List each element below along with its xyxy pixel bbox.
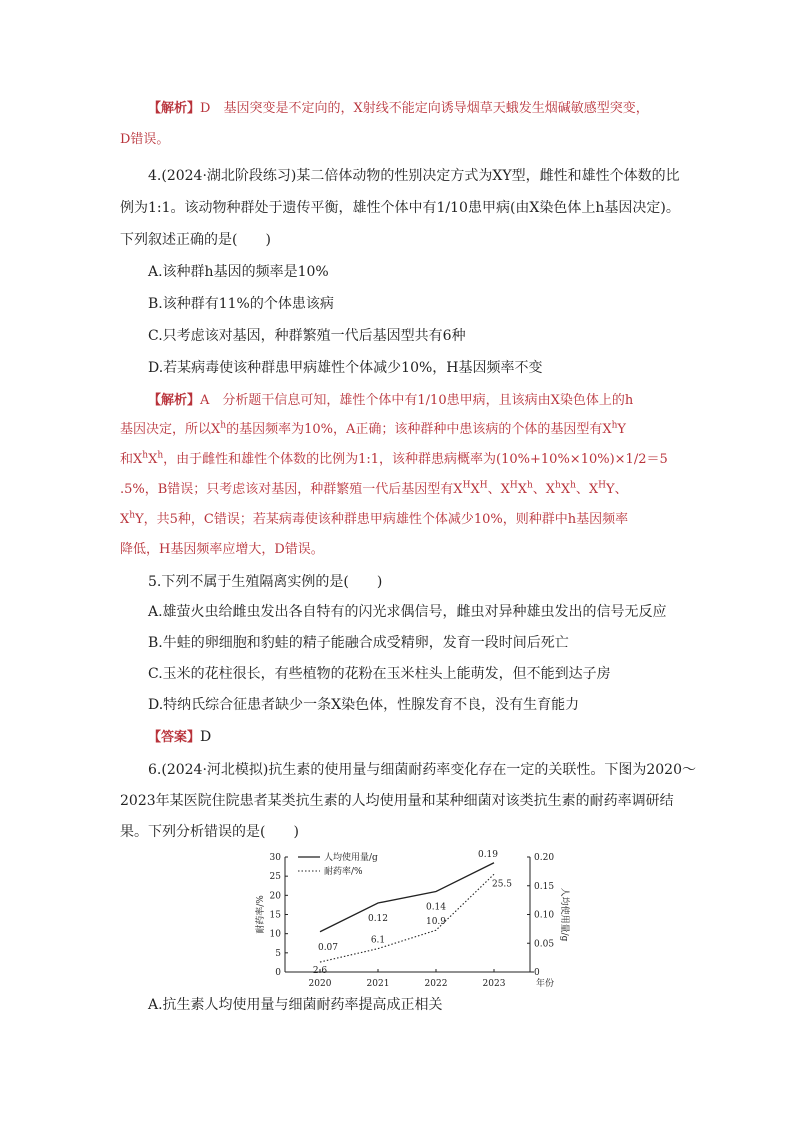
q4-stem-2: 例为1:1。该动物种群处于遗传平衡，雄性个体中有1/10患甲病(由X染色体上h基因决定)。 (120, 200, 680, 216)
q4-stem-3: 下列叙述正确的是( ) (120, 232, 271, 248)
right-tick-label: 0.10 (534, 910, 555, 921)
a4-line-2: 基因决定，所以$X^h$的基因频率为10%，A正确；该种群种中患该病的个体的基因型有$X^hY$ (120, 420, 626, 437)
antibiotic-resistance-chart (250, 845, 570, 995)
q5-option-a: A.雄萤火虫给雌虫发出各自特有的闪光求偶信号，雌虫对异种雄虫发出的信号无反应 (148, 604, 667, 620)
q5-option-d: D.特纳氏综合征患者缺少一条X染色体，性腺发育不良，没有生育能力 (148, 697, 580, 713)
right-axis-label: 人均使用量/g (559, 887, 569, 942)
analysis-text: D 基因突变是不定向的，X射线不能定向诱导烟草天蛾发生烟碱敏感型突变， (200, 101, 649, 116)
x-tick-label: 2023 (482, 979, 506, 989)
answer-value: D (200, 729, 212, 745)
analysis-label: 【解析】 (148, 393, 201, 408)
q5-answer (148, 727, 211, 748)
x-axis-label: 年份 (536, 979, 555, 989)
q5-stem: 5.下列不属于生殖隔离实例的是( ) (148, 574, 383, 590)
q4-option-d: D.若某病毒使该种群患甲病雄性个体减少10%，H基因频率不变 (148, 360, 543, 376)
q4-stem-1: 4.(2024·湖北阶段练习)某二倍体动物的性别决定方式为XY型，雌性和雄性个体数的比 (148, 168, 680, 184)
a4-line-5: $X^hY$，共5种，C错误；若某病毒使该种群患甲病雄性个体减少10%，则种群中h基因频率 (120, 510, 629, 527)
left-tick-label: 20 (269, 891, 281, 902)
q5-option-c: C.玉米的花柱很长，有些植物的花粉在玉米柱头上能萌发，但不能到达子房 (148, 666, 611, 682)
left-tick-label: 0 (275, 968, 281, 978)
a4-line-6: 降低，H基因频率应增大，D错误。 (120, 542, 324, 557)
left-tick-label: 25 (269, 872, 281, 883)
analysis-line (148, 98, 649, 119)
q5-option-b: B.牛蛙的卵细胞和豹蛙的精子能融合成受精卵，发育一段时间后死亡 (148, 635, 569, 651)
left-tick-label: 30 (269, 853, 281, 863)
legend-usage-label: 人均使用量/g (324, 853, 378, 863)
usage-data-label: 0.19 (477, 849, 499, 860)
resistance-data-label: 2.6 (312, 966, 328, 977)
analysis-label: 【解析】 (148, 101, 201, 116)
usage-data-label: 0.07 (317, 942, 339, 953)
left-tick-label: 5 (275, 948, 281, 959)
analysis-text-2: D错误。 (120, 132, 170, 147)
q4-option-c: C.只考虑该对基因，种群繁殖一代后基因型共有6种 (148, 328, 466, 344)
q6-option-a: A.抗生素人均使用量与细菌耐药率提高成正相关 (148, 997, 443, 1013)
right-tick-label: 0.15 (534, 881, 555, 892)
resistance-data-label: 10.9 (425, 917, 447, 928)
answer-label: 【答案】 (148, 730, 201, 745)
legend-resistance-label: 耐药率/% (324, 867, 363, 877)
usage-data-label: 0.12 (367, 914, 389, 924)
a4-line-1: 【解析】A 分析题干信息可知，雄性个体中有1/10患甲病，且该病由X染色体上的h (148, 393, 634, 408)
left-tick-label: 15 (269, 910, 281, 921)
right-tick-label: 0 (534, 968, 540, 978)
q6-stem-3: 果。下列分析错误的是( ) (120, 824, 299, 840)
x-tick-label: 2021 (366, 979, 390, 989)
a4-line-3: 和$X^hX^h$，由于雌性和雄性个体数的比例为1:1，该种群患病概率为(10%+10%×10%)×1/2＝5 (120, 450, 668, 467)
q4-option-b: B.该种群有11%的个体患该病 (148, 296, 334, 312)
q4-option-a: A.该种群h基因的频率是10% (148, 264, 329, 280)
a4-line-4: .5%，B错误；只考虑该对基因，种群繁殖一代后基因型有$X^HX^H$、$X^HX^h$、$X^hX^h$、$X^HY$、 (120, 480, 628, 497)
resistance-data-label: 6.1 (370, 935, 386, 946)
right-tick-label: 0.05 (534, 939, 555, 950)
usage-data-label: 0.14 (425, 902, 447, 913)
right-tick-label: 0.20 (534, 853, 555, 863)
x-tick-label: 2022 (424, 979, 448, 989)
q6-stem-1: 6.(2024·河北模拟)抗生素的使用量与细菌耐药率变化存在一定的关联性。下图为2020～ (148, 762, 696, 778)
resistance-data-label: 25.5 (491, 879, 513, 890)
q6-stem-2: 2023年某医院住院患者某类抗生素的人均使用量和某种细菌对该类抗生素的耐药率调研结 (120, 793, 674, 809)
x-tick-label: 2020 (308, 979, 332, 989)
left-tick-label: 10 (269, 929, 281, 940)
left-axis-label: 耐药率/% (256, 895, 266, 934)
